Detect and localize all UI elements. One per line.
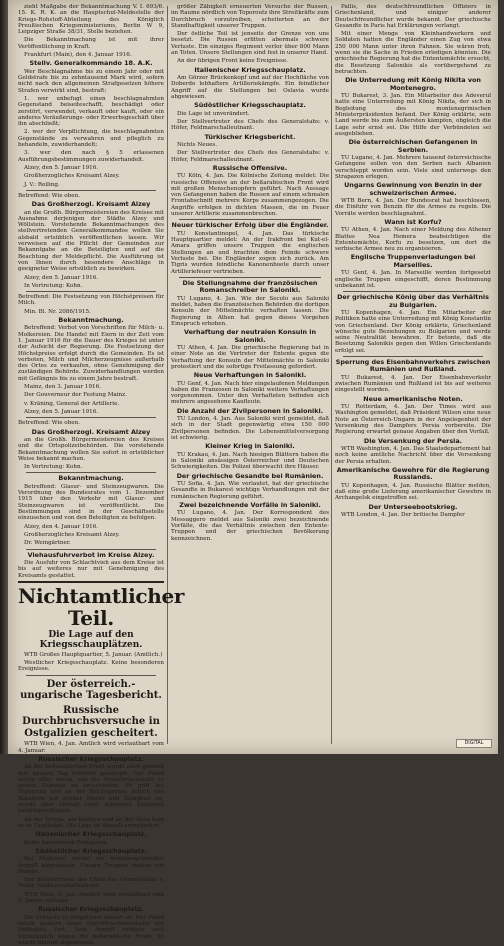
- article-headline: Zwei bezeichnende Vorfälle in Saloniki.: [179, 500, 321, 509]
- section-head: Südöstlicher Kriegsschauplatz.: [35, 846, 147, 855]
- article-body: [171, 452, 329, 471]
- notice-title: Viehausfuhrverbot im Kreise Alzey.: [27, 550, 155, 559]
- paragraph: Bei Mojkovac wurde ein montenegrinischer Angriff abgewiesen. Unsere Truppen stehen vor Berane.: [18, 856, 164, 875]
- notice-title: Bekanntmachung.: [58, 474, 124, 483]
- separator: [26, 549, 156, 550]
- section-subhead: Die Lage auf den Kriegsschauplätzen.: [39, 629, 143, 650]
- separator: [179, 219, 321, 220]
- article-body: [335, 155, 491, 180]
- article-body: [18, 915, 164, 946]
- column-3: [335, 4, 491, 746]
- article-body: [171, 381, 329, 406]
- article-body: [335, 4, 491, 75]
- separator: [26, 291, 156, 292]
- paragraph: TU Bukarest, 4. Jan. Der Eisenbahnverkehr zwischen Rumänien und Rußland ist bis auf weiteres eingestellt worden.: [335, 374, 491, 394]
- separator: [343, 291, 483, 292]
- paragraph: Betreffend: Verbot von Vorschriften für Milch- u. Molkereien. Die Handel mit Eiern in der Zeit vom 1. Januar 1916 für die Dauer des Krieges ist unter der Aufsicht der Regierung. Die Festsetzung der Höchstpreise erfolgt durch die Gemeinden. Es ist verboten, Milch und Milcherzeugnisse außerhalb des Ortes zu verkaufen, ohne Genehmigung der zuständigen Behörde. Zuwiderhandlungen werden mit Gefängnis bis zu einem Jahre bestraft.: [18, 325, 164, 382]
- article-body: [171, 173, 329, 217]
- article-body: [18, 856, 164, 875]
- separator: [26, 417, 156, 418]
- article-body: [335, 310, 491, 354]
- separator: [26, 190, 156, 191]
- separator: [26, 675, 156, 676]
- notice-official: In Vertretung: Kohn.: [24, 464, 83, 471]
- article-headline: Amerikanische Gewehre für die Regierung Russlands.: [336, 465, 490, 482]
- article-line: Nichts Neues.: [177, 141, 218, 148]
- article-body: [335, 227, 491, 252]
- paragraph: TU Lugano, 4. Jan. Wie der Secolo aus Saloniki meldet, haben die französischen Behörden die dortigen Konsuln der Mittelmächte verhaften lassen. Die Regierung in Athen hat gegen dieses Vorgehen Einspruch erhoben.: [171, 295, 329, 327]
- article-headline: Neuer türkischer Erfolg über die Engländer.: [171, 221, 329, 230]
- article-headline: Der griechische Gesandte bei Rumänien.: [176, 471, 324, 480]
- paragraph: Am Görzer Brückenkopf und auf der Hochfläche von Doberdo lebhaftere Artilleriekämpfe. Ein feindlicher Angriff auf die Stellungen bei Oslavia wurde abgewiesen.: [171, 75, 329, 100]
- digital-stamp: [456, 739, 492, 748]
- article-headline: Neue amerikanische Noten.: [363, 394, 463, 403]
- page-binding: [0, 0, 8, 754]
- notice-date: Alzey, den 5. Januar 1916.: [24, 408, 99, 415]
- article-body: [335, 375, 491, 394]
- paragraph: Wer Beschlagnahme bis zu einem Jahr oder mit Geldstrafe bis zu zehntausend Mark wird, sofern nicht nach den allgemeinen Strafgesetzen höhere Strafen verwirkt sind, bestraft:: [18, 68, 164, 94]
- notice-body: [18, 484, 164, 522]
- paragraph: TU Genf, 4. Jan. Nach hier eingelaufenen Meldungen haben die Franzosen in Saloniki weitere Verhaftungen vorgenommen. Unter den Verhafteten befinden sich mehrere angesehene Kaufleute.: [171, 380, 329, 406]
- article-headline: Der Unterseebootskrieg.: [368, 502, 458, 511]
- article-body: [171, 345, 329, 370]
- notice-label: Betreffend: Wie oben.: [18, 420, 80, 427]
- notice-body: [18, 325, 164, 382]
- dateline: Westlicher Kriegsschauplatz. Keine besonderen Ereignisse.: [18, 660, 164, 673]
- section-head: Türkischer Kriegsbericht.: [204, 132, 296, 141]
- paragraph: Keine besonderen Ereignisse.: [24, 839, 109, 846]
- headline: Russische Durchbruchsversuche in Ostgalizien gescheitert.: [22, 704, 160, 739]
- article-body: [171, 416, 329, 441]
- article-headline: Die Versenkung der Persia.: [363, 436, 463, 445]
- separator: [26, 472, 156, 473]
- paragraph: WTB Washington, 4. Jan. Das Staatsdepartement hat noch keine amtliche Nachricht über die Versenkung der Persia erhalten.: [335, 446, 491, 465]
- paragraph: Die Schlacht in Ostgalizien dauert an. Der Feind setzte gestern seine Durchbruchsversuche mit Heftigkeit fort. Sein Angriff richtete sich vornehmlich gegen die beßarabische Front. Er wurde überall abgewiesen.: [18, 914, 164, 946]
- paragraph: TU Sofia, 4. Jan. Wie verlautet, hat der griechische Gesandte in Bukarest wichtige Verhandlungen mit der rumänischen Regierung geführt.: [171, 481, 329, 500]
- paragraph: TU Athen, 4. Jan. Nach einer Meldung des Athener Blattes Nea Hemera beabsichtigen die Ententemächte, Korfu zu besetzen, um dort die serbische Armee neu zu organisieren.: [335, 227, 491, 253]
- paragraph: größer Zähigkeit erneuerten Versuche der Russen, im Raume nördlich von Toporoutz ihre Streitkräfte zum Durchbruch vorzutreiben, scheiterten an der Standhaftigkeit unserer Truppen.: [171, 4, 329, 29]
- separator: [343, 356, 483, 357]
- paragraph: Pallis, des deutschfreundlichen Offiziers in Griechenland, und einiger anderer Deutschfreundlicher wurde bekannt. Der griechische Gesandte in Paris hat Erklärungen verlangt.: [335, 4, 491, 29]
- section-masthead: Nichtamtlicher Teil.: [18, 583, 185, 630]
- section-head: Russischer Kriegsschauplatz.: [38, 754, 144, 763]
- paragraph: zieht Maßgabe der Bekanntmachung V. I. 693/6. 15. K. R. K. an die Hauptschul-Meldestelle der Kriegs-Rohstoff-Abteilung des Königlich Preußischen Kriegsministeriums, Berlin W 9, Leipziger Straße 38/31, Stelle beziehen.: [18, 4, 164, 36]
- article-headline: Der griechische König über das Verhältnis zu Bulgarien.: [337, 293, 489, 309]
- paragraph: an die Großh. Bürgermeistereien des Kreises mit Ausnahme derjenigen der Städte Alzey und Wöllstein. Vorstehende Bekanntmachungen des stellvertretenden Generalkommandos wollen Sie alsbald ortsüblich veröffentlichen lassen. Wir verweisen auf die Pflicht der Gemeinden zur Bekanntgabe an die Beteiligten und auf die Beachtung der Meldepflicht. Die Ausführung ist von Ihnen durch besondere Anschläge in geeigneter Weise ortsüblich zu bewirken.: [18, 209, 164, 273]
- paragraph: Die Lage ist unverändert.: [177, 110, 250, 117]
- notice-official: In Vertretung: Kohn.: [24, 282, 83, 289]
- section-head: Italienischer Kriegsschauplatz.: [194, 65, 306, 74]
- stamp-label: DIGITAL: [464, 741, 484, 746]
- column-rule: [167, 6, 168, 744]
- article-headline: Englische Truppenverladungen bei Marseilles.: [350, 253, 476, 269]
- signature: Der Stellvertreter des Chefs des Generalstabs: v. Höfer, Feldmarschalleutnant.: [171, 118, 329, 132]
- notice-label: Betreffend: Die Festsetzung von Höchstpreisen für Milch.: [18, 294, 164, 307]
- notice-body: [18, 437, 164, 462]
- signature: Der Stellvertreter des Chefs des Generalstabs: v. Höfer, Feldmarschalleutnant.: [171, 150, 329, 163]
- paragraph: Betreffend: Glasur- und Steinzeugwaren. Die Verordnung des Bundesrates vom 1. Dezember 1915 über den Verkehr mit Glasur- und Steinzeugwaren ist veröffentlicht. Die Bestimmungen sind in der Geschäftsstelle einzusehen und von den Beteiligten zu befolgen.: [18, 483, 164, 522]
- notice-date: Alzey, den 5. Januar 1916.: [24, 164, 99, 171]
- notice-date: Mainz, den 3. Januar 1916.: [24, 384, 101, 391]
- section-rule: [18, 581, 164, 583]
- notice-office: Großherzogliches Kreisamt Alzey.: [24, 531, 120, 538]
- article-headline: Wann ist Korfu?: [384, 217, 442, 226]
- notice-official: v. Kräning, General der Artillerie.: [24, 400, 120, 407]
- paragraph: TU Kopenhagen, 4. Jan. Russische Blätter melden, daß eine große Lieferung amerikanischer Gewehre in Archangelsk eingetroffen sei.: [335, 482, 491, 502]
- article-body: [171, 111, 329, 117]
- notice-office: Der Gouverneur der Festung Mainz.: [24, 392, 127, 399]
- article-headline: Die österreichischen Gefangenen in Serbien.: [348, 138, 478, 154]
- notice-title: Das Großherzogl. Kreisamt Alzey: [31, 427, 151, 436]
- article-headline: Die Stellungnahme der französischen Romanschreiber in Saloniki.: [182, 278, 318, 295]
- paragraph: An der Strypa, am Kormyn und an der Ikwa kam es zu Geplänkel. Die Lage ist überall unverändert.: [18, 816, 164, 829]
- signature: Der Stellvertreter des Chefs des Generalstabs v. Höfer, Feldmarschalleutnant.: [18, 877, 164, 890]
- column-2: [171, 4, 329, 746]
- dateline: WTB Großes Hauptquartier, 5. Januar. (Amtlich.): [24, 651, 163, 658]
- article-headline: Die Anzahl der Zivilpersonen in Saloniki.: [176, 406, 324, 415]
- article-body: [335, 93, 491, 137]
- article-headline: Neue Verhaftungen in Saloniki.: [193, 371, 307, 380]
- section-head: Südöstlicher Kriegsschauplatz.: [194, 101, 306, 110]
- article-body: [18, 764, 164, 829]
- notice-body: [18, 69, 164, 163]
- headline: Der österreich.-ungarische Tagesbericht.: [20, 678, 162, 702]
- dateline: WTB Wien, 4. Jan. Amtlich wird verlautbart vom 4. Januar:: [18, 741, 164, 754]
- paragraph: WTB Bern, 4. Jan. Der Bundesrat hat beschlossen, die Einfuhr von Benzin für die Armee zu regeln. Die Vorräte werden beschlagnahmt.: [335, 197, 491, 217]
- paragraph: TU Lugano, 4. Jan. Der Korrespondent des Messaggero meldet aus Saloniki zwei bezeichnende Vorfälle, die das Verhältnis zwischen den Entente-Truppen und der griechischen Bevölkerung kennzeichnen.: [171, 510, 329, 542]
- column-1: [18, 4, 185, 946]
- article-body: [171, 231, 329, 275]
- paragraph: Mit einer Menge von Kleinhandwerkern und Soldaten hatten die Engländer einen Zug von etwa 250 000 Mann unter ihren Fahnen. Sie wären froh, wenn sie die Sache in Frieden erledigen könnten. Die griechische Regierung hat die Ententemächte ersucht, die Besetzung Salonikis als vorübergehend zu betrachten.: [335, 31, 491, 75]
- article-body: [18, 840, 164, 846]
- paragraph: Die Ausfuhr von Schlachtvieh aus dem Kreise ist bis auf weiteres nur mit Genehmigung des Kreisamts gestattet.: [18, 559, 164, 579]
- paragraph: an die Großh. Bürgermeistereien des Kreises und die Ortspolizeibehörden. Die vorstehende Bekanntmachung wollen Sie sofort in ortsüblicher Weise bekannt machen.: [18, 436, 164, 462]
- intro-block: [18, 4, 164, 50]
- paragraph: TU Bukarest, 3. Jan. Ein Mitarbeiter des Adeverul hatte eine Unterredung mit König Nikita, der sich in Begleitung des montenegrinischen Ministerpräsidenten befand. Der König erklärte, sein Land werde bis zum Äußersten kämpfen, obgleich die Lage sehr ernst sei. Die Hilfe der Verbündeten sei ausgeblieben.: [335, 93, 491, 137]
- paragraph: TU Kopenhagen, 4. Jan. Ein Mitarbeiter der Politiken hatte eine Unterredung mit König Konstantin von Griechenland. Der König erklärte, Griechenland wünsche gute Beziehungen zu Bulgarien und werde seine Neutralität bewahren. Er betonte, daß die Besetzung Salonikis gegen den Willen Griechenlands erfolgt sei.: [335, 309, 491, 354]
- notice-body: [18, 560, 164, 579]
- article-headline: Verhaftung der neutralen Konsuln in Saloniki.: [183, 328, 317, 344]
- paragraph: TU Athen, 4. Jan. Die griechische Regierung hat in einer Note an die Vertreter der Entente gegen die Verhaftung der Konsuln der Mittelmächte in Saloniki protestiert und die sofortige Freilassung gefordert.: [171, 344, 329, 370]
- article-headline: Ungarns Gewinnung von Benzin in der schweizerischen Armee.: [344, 181, 482, 197]
- article-body: [335, 483, 491, 502]
- section-head: Italienischer Kriegsschauplatz.: [35, 830, 147, 839]
- paragraph: Der östliche Teil ist jenseits der Grenze von uns besetzt. Die Russen erlitten abermals schwere Verluste. Ein einziges Regiment verlor über 800 Mann an Toten. Unsere Stellungen sind fest in unserer Hand.: [171, 31, 329, 57]
- article-headline: Sperrung des Eisenbahnverkehrs zwischen Rumänien und Rußland.: [335, 358, 491, 374]
- paragraph: TU Konstantinopel, 4. Jan. Das türkische Hauptquartier meldet: An der Irakfront bei Kut-el-Amara griffen unsere Truppen die englischen Stellungen an und brachten dem Feinde schwere Verluste bei. Die Engländer zogen sich zurück. Am Tigris wurden feindliche Kanonenboote durch unser Artilleriefeuer vertrieben.: [171, 230, 329, 275]
- paragraph: An der übrigen Front keine Ereignisse.: [177, 58, 289, 65]
- notice-title: Das Großherzogl. Kreisamt Alzey: [31, 200, 151, 209]
- newspaper-page: [8, 0, 498, 946]
- article-headline: Die Unterredung mit König Nikita von Montenegro.: [345, 76, 481, 92]
- article-body: [335, 446, 491, 465]
- paragraph: TU Köln, 4. Jan. Die Kölnische Zeitung meldet: Die russische Offensive an der beßarabischen Front wird mit großen Menschenopfern geführt. Nach Aussage von Gefangenen haben die Russen auf einem schmalen Frontabschnitt mehrere Korps zusammengezogen. Die Angriffe erfolgen in dichten Massen, die im Feuer unserer Artillerie zusammenbrechen.: [171, 173, 329, 218]
- article-body: [171, 481, 329, 500]
- section-head: Russischer Kriegsschauplatz.: [38, 905, 144, 914]
- paragraph: TU Lugano, 4. Jan. Mehrere tausend österreichische Gefangene sollen von den Serben nach Albanien verschleppt worden sein. Viele sind unterwegs den Strapazen erlegen.: [335, 154, 491, 180]
- paragraph: Die Bekanntmachung ist mit ihrer Veröffentlichung in Kraft.: [18, 37, 164, 50]
- paragraph: An der beßarabischen Front wurde auch gestern den ganzen Tag erbittert gekämpft. Der Feind setzte alles daran, um die Neujahrsschlacht zu seinen Gunsten zu entscheiden. Er griff bei Toporoutz und an der Reichsgrenze östlich von Rarancze mit großer Macht und Zähigkeit an, wurde aber überall unter schweren Verlusten zurückgeschlagen.: [18, 764, 164, 815]
- paragraph: TU London, 4. Jan. Aus Saloniki wird gemeldet, daß sich in der Stadt gegenwärtig etwa 150 000 Zivilpersonen befinden. Die Lebensmittelversorgung ist schwierig.: [171, 416, 329, 442]
- article-body: [335, 270, 491, 289]
- dateline: WTB Wien, 5. Jan. Amtlich wird verlautbart vom 4. Januar mittags:: [18, 891, 164, 905]
- article-body: [171, 296, 329, 327]
- notice-label: Betreffend: Wie oben.: [18, 192, 80, 199]
- notice-title: Bekanntmachung.: [58, 315, 124, 324]
- paragraph: TU Krakau, 4. Jan. Nach hiesigen Blättern haben die in Saloniki ansässigen Österreicher und Deutschen Schwierigkeiten. Die Polizei überwacht ihre Häuser.: [171, 451, 329, 471]
- article-body: [335, 198, 491, 217]
- section-head: Russische Offensive.: [212, 163, 288, 172]
- article-body: [335, 512, 491, 518]
- paragraph: WTB London, 4. Jan. Der britische Dampfer: [341, 512, 465, 519]
- paragraph: 3. wer den nach § 5 erlassenen Ausführungsbestimmungen zuwiderhandelt.: [18, 150, 164, 163]
- article-body: [171, 510, 329, 541]
- notice-title: Stellv. Generalkommando 18. A.K.: [29, 59, 153, 68]
- paragraph: 1. wer unbefugt einen beschlagnahmten Gegenstand beiseiteschafft, beschädigt oder zerstört, verwendet, verkauft oder kauft, oder ein anderes Veräußerungs- oder Erwerbsgeschäft über ihn abschließt;: [18, 95, 164, 128]
- paragraph: TU Genf, 4. Jan. In Marseille werden fortgesetzt englische Truppen eingeschifft, deren Bestimmung unbekannt ist.: [335, 270, 491, 289]
- notice-official: Dr. Weingärtner.: [24, 540, 71, 547]
- notice-body: [18, 210, 164, 273]
- article-body: [171, 75, 329, 100]
- notice-official: J. V.: Reiling.: [24, 181, 60, 188]
- article-headline: Kleiner Krieg in Saloniki.: [205, 442, 295, 451]
- separator: [179, 277, 321, 278]
- paragraph: TU Rotterdam, 4. Jan. Der Times wird aus Washington gemeldet, daß Präsident Wilson eine neue Note an Österreich-Ungarn in der Angelegenheit der Versenkung des Dampfers Persia vorbereite. Die Regierung erwartet genaue Angaben über den Vorfall.: [335, 404, 491, 436]
- article-body: [171, 4, 329, 65]
- column-rule: [331, 6, 332, 744]
- notice-ref: Min. Bl. Nr. 2086/1915.: [24, 308, 91, 315]
- notice-office: Großherzogliches Kreisamt Alzey.: [24, 173, 120, 180]
- paragraph: 2. wer der Verpflichtung, die beschlagnahmten Gegenstände zu verwahren und pfleglich zu behandeln, zuwiderhandelt;: [18, 129, 164, 149]
- notice-date: Alzey, den 4. Januar 1916.: [24, 523, 99, 530]
- article-body: [335, 404, 491, 435]
- notice-date: Alzey, den 5. Januar 1916.: [24, 274, 99, 281]
- intro-signature: Frankfurt (Main), den 4. Januar 1916.: [24, 52, 132, 59]
